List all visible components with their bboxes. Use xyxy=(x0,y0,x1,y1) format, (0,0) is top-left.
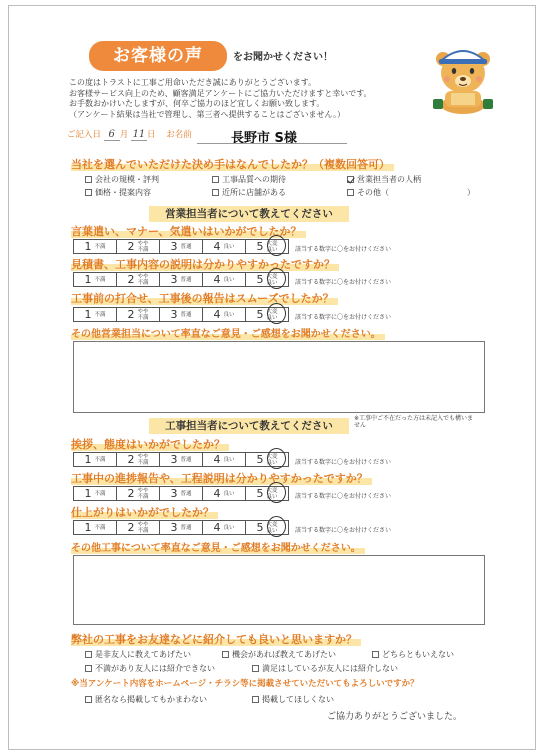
rating-4[interactable]: 4 良い xyxy=(203,521,246,534)
rating-2[interactable]: 2 やや 不満 xyxy=(117,453,160,466)
referral-question: 弊社の工事をお友達などに紹介しても良いと思いますか？ xyxy=(71,631,361,647)
day-value[interactable]: 11 xyxy=(132,129,146,140)
checkbox[interactable] xyxy=(85,176,92,183)
checkbox[interactable] xyxy=(212,176,219,183)
rating-3[interactable]: 3 普通 xyxy=(160,308,203,321)
rating-5[interactable]: 5 大変 良い xyxy=(246,240,288,253)
referral-option-if-chance[interactable]: 機会があれば教えてあげたい xyxy=(222,649,336,660)
construction-q1: 挨拶、態度はいかがでしたか？ xyxy=(71,436,229,452)
rating-scale-construction-q2[interactable] xyxy=(73,486,289,501)
referral-option-dissatisfied[interactable]: 不満があり友人には紹介できない xyxy=(85,663,215,674)
rating-scale-sales-q3[interactable] xyxy=(73,307,289,322)
rating-5[interactable]: 5 大変 良い xyxy=(246,308,288,321)
customer-name[interactable]: 長野市 S様 xyxy=(231,131,297,146)
rating-5[interactable]: 5 大変 良い xyxy=(246,273,288,286)
rating-3[interactable]: 3 普通 xyxy=(160,453,203,466)
publish-question: ※当アンケート内容をホームページ・チラシ等に掲載させていただいてもよろしいですか？ xyxy=(71,679,419,689)
intro-text: この度はトラストに工事ご用命いただき誠にありがとうございます。 お客様サービス向上のため、顧客満足アンケートにご協力いただけますと幸いです。 お手数おかけいたしますが、何卒ご協力のほど宜しくお願い致します。 （アンケート結果は当社で管理し、第三者へ提供することはございません。） xyxy=(69,78,372,119)
checkbox[interactable] xyxy=(85,651,92,658)
rating-4[interactable]: 4 良い xyxy=(203,273,246,286)
option-other-close: ） xyxy=(467,188,475,197)
option-sales-personality[interactable]: 営業担当者の人柄 xyxy=(347,174,421,185)
option-company-reputation[interactable]: 会社の規模・評判 xyxy=(85,174,159,185)
selected-circle xyxy=(267,448,286,469)
scale-note: 該当する数字に〇をお付けください xyxy=(295,314,392,321)
entry-date: ご記入日 6 月 11 日 お名前 xyxy=(67,129,192,140)
publish-option-anonymous[interactable]: 匿名なら掲載してもかまわない xyxy=(85,694,207,705)
selected-circle xyxy=(267,516,286,537)
checkbox-checked[interactable] xyxy=(347,176,354,183)
rating-1[interactable]: 1 不満 xyxy=(74,453,117,466)
selected-circle xyxy=(267,303,286,324)
name-underline xyxy=(197,143,347,144)
rating-5[interactable]: 5 大変 良い xyxy=(246,521,288,534)
sales-q1: 言葉遣い、マナー、気遣いはいかがでしたか？ xyxy=(71,223,306,239)
checkbox[interactable] xyxy=(372,651,379,658)
thanks-message: ご協力ありがとうございました。 xyxy=(327,712,463,722)
rating-2[interactable]: 2 やや 不満 xyxy=(117,273,160,286)
construction-q3: 仕上がりはいかがでしたか？ xyxy=(71,504,218,520)
scale-note: 該当する数字に〇をお付けください xyxy=(295,459,392,466)
construction-note: ※工事中ご不在だった方は未記入でも構いません xyxy=(354,415,474,429)
scale-note: 該当する数字に〇をお付けください xyxy=(295,527,392,534)
rating-4[interactable]: 4 良い xyxy=(203,308,246,321)
option-quality-expectation[interactable]: 工事品質への期待 xyxy=(212,174,286,185)
checkbox[interactable] xyxy=(347,189,354,196)
rating-3[interactable]: 3 普通 xyxy=(160,273,203,286)
survey-title: お客様の声 xyxy=(89,41,227,71)
construction-comment-box[interactable] xyxy=(73,555,485,625)
scale-note: 該当する数字に〇をお付けください xyxy=(295,246,392,253)
scale-note: 該当する数字に〇をお付けください xyxy=(295,493,392,500)
rating-scale-sales-q2[interactable] xyxy=(73,272,289,287)
rating-5[interactable]: 5 大変 良い xyxy=(246,453,288,466)
rating-2[interactable]: 2 やや 不満 xyxy=(117,308,160,321)
rating-4[interactable]: 4 良い xyxy=(203,453,246,466)
rating-4[interactable]: 4 良い xyxy=(203,240,246,253)
construction-section-band: 工事担当者について教えてください xyxy=(149,418,349,434)
rating-2[interactable]: 2 やや 不満 xyxy=(117,240,160,253)
survey-sheet xyxy=(8,5,536,750)
checkbox[interactable] xyxy=(212,189,219,196)
referral-option-definitely[interactable]: 是非友人に教えてあげたい xyxy=(85,649,191,660)
checkbox[interactable] xyxy=(252,696,259,703)
rating-5[interactable]: 5 大変 良い xyxy=(246,487,288,500)
option-other[interactable]: その他（ xyxy=(347,187,389,198)
rating-2[interactable]: 2 やや 不満 xyxy=(117,487,160,500)
referral-option-neutral[interactable]: どちらともいえない xyxy=(372,649,454,660)
scale-note: 該当する数字に〇をお付けください xyxy=(295,279,392,286)
checkbox[interactable] xyxy=(85,665,92,672)
construction-q2: 工事中の進捗報告や、工程説明は分かりやすかったですか？ xyxy=(71,470,372,486)
rating-scale-construction-q1[interactable] xyxy=(73,452,289,467)
referral-option-satisfied-no-refer[interactable]: 満足はしているが友人には紹介しない xyxy=(252,663,398,674)
checkbox[interactable] xyxy=(85,189,92,196)
selected-circle xyxy=(267,235,286,256)
sales-other-prompt: その他営業担当について率直なご意見・ご感想をお聞かせください。 xyxy=(71,325,385,340)
rating-3[interactable]: 3 普通 xyxy=(160,487,203,500)
construction-other-prompt: その他工事について率直なご意見・ご感想をお聞かせください。 xyxy=(71,539,365,554)
checkbox[interactable] xyxy=(85,696,92,703)
rating-1[interactable]: 1 不満 xyxy=(74,487,117,500)
rating-4[interactable]: 4 良い xyxy=(203,487,246,500)
month-value[interactable]: 6 xyxy=(104,129,120,141)
rating-1[interactable]: 1 不満 xyxy=(74,308,117,321)
rating-scale-sales-q1[interactable] xyxy=(73,239,289,254)
rating-scale-construction-q3[interactable] xyxy=(73,520,289,535)
selected-circle xyxy=(267,268,286,289)
mascot-bear-icon xyxy=(423,39,503,115)
sales-section-band: 営業担当者について教えてください xyxy=(149,206,349,222)
rating-1[interactable]: 1 不満 xyxy=(74,521,117,534)
rating-1[interactable]: 1 不満 xyxy=(74,240,117,253)
rating-3[interactable]: 3 普通 xyxy=(160,521,203,534)
publish-option-decline[interactable]: 掲載してほしくない xyxy=(252,694,334,705)
survey-title-sub: をお聞かせください！ xyxy=(233,52,333,63)
option-price-proposal[interactable]: 価格・提案内容 xyxy=(85,187,151,198)
sales-q3: 工事前の打合せ、工事後の報告はスムーズでしたか？ xyxy=(71,290,338,306)
checkbox[interactable] xyxy=(222,651,229,658)
sales-comment-box[interactable] xyxy=(73,341,485,413)
rating-1[interactable]: 1 不満 xyxy=(74,273,117,286)
sales-q2: 見積書、工事内容の説明は分かりやすかったですか？ xyxy=(71,256,339,272)
option-nearby-store[interactable]: 近所に店舗がある xyxy=(212,187,286,198)
checkbox[interactable] xyxy=(252,665,259,672)
rating-3[interactable]: 3 普通 xyxy=(160,240,203,253)
rating-2[interactable]: 2 やや 不満 xyxy=(117,521,160,534)
q-decision: 当社を選んでいただけた決め手はなんでしたか？（複数回答可） xyxy=(71,156,394,172)
selected-circle xyxy=(267,482,286,503)
